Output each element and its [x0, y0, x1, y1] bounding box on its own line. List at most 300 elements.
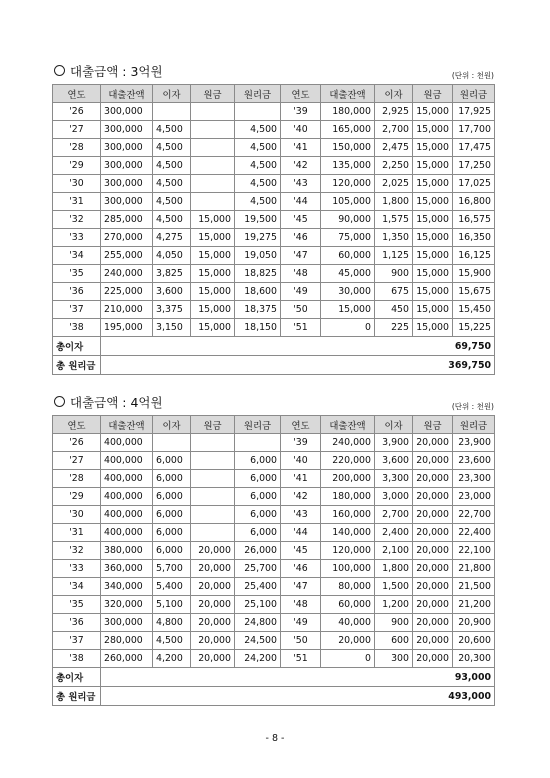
table-cell: '38 — [53, 319, 101, 337]
table-cell: 6,000 — [235, 506, 281, 524]
table-cell: 16,800 — [453, 193, 495, 211]
table-cell: 19,050 — [235, 247, 281, 265]
table-cell: 26,000 — [235, 542, 281, 560]
unit-label: (단위 : 천원) — [451, 402, 494, 411]
table-cell: 15,000 — [413, 157, 453, 175]
table-cell: 1,200 — [375, 596, 413, 614]
table-cell: 15,000 — [413, 265, 453, 283]
table-cell: 195,000 — [101, 319, 153, 337]
table-cell: 4,500 — [235, 175, 281, 193]
table-cell: 4,500 — [235, 139, 281, 157]
table-cell: 4,500 — [153, 139, 191, 157]
table-cell: 400,000 — [101, 524, 153, 542]
table-cell: 20,000 — [191, 542, 235, 560]
table-cell: 20,000 — [191, 578, 235, 596]
table-cell: 17,925 — [453, 103, 495, 121]
table-cell: '39 — [281, 103, 321, 121]
table-cell: '50 — [281, 301, 321, 319]
column-header: 연도 — [53, 85, 101, 103]
table-row — [53, 632, 495, 650]
loan-section-2 — [52, 393, 494, 706]
table-cell: 3,375 — [153, 301, 191, 319]
table-cell — [191, 121, 235, 139]
column-header: 연도 — [53, 416, 101, 434]
table-cell: '48 — [281, 265, 321, 283]
table-cell: 60,000 — [321, 596, 375, 614]
total-interest-row — [53, 668, 495, 687]
table-cell: 18,600 — [235, 283, 281, 301]
table-cell: 20,300 — [453, 650, 495, 668]
table-cell: 15,000 — [413, 319, 453, 337]
table-cell: 400,000 — [101, 488, 153, 506]
table-cell: 3,600 — [375, 452, 413, 470]
table-cell: '27 — [53, 452, 101, 470]
total-payment-row — [53, 356, 495, 375]
table-cell: '37 — [53, 301, 101, 319]
table-row — [53, 103, 495, 121]
table-cell: '35 — [53, 596, 101, 614]
table-cell: '30 — [53, 175, 101, 193]
table-cell: 400,000 — [101, 470, 153, 488]
table-cell: '44 — [281, 524, 321, 542]
table-cell — [191, 470, 235, 488]
table-cell: '31 — [53, 524, 101, 542]
table-row — [53, 470, 495, 488]
table-cell: 20,000 — [191, 632, 235, 650]
table-cell: 450 — [375, 301, 413, 319]
table-cell: 3,300 — [375, 470, 413, 488]
table-cell: 20,600 — [453, 632, 495, 650]
table-cell: 15,000 — [413, 175, 453, 193]
table-cell — [191, 103, 235, 121]
table-cell: 380,000 — [101, 542, 153, 560]
table-cell: '26 — [53, 434, 101, 452]
table-cell: 2,025 — [375, 175, 413, 193]
table-cell: 300,000 — [101, 121, 153, 139]
table-cell: 4,500 — [235, 157, 281, 175]
table-cell: '26 — [53, 103, 101, 121]
table-cell: '49 — [281, 283, 321, 301]
table-cell: 340,000 — [101, 578, 153, 596]
table-cell: 160,000 — [321, 506, 375, 524]
table-cell — [191, 452, 235, 470]
column-header: 이자 — [153, 416, 191, 434]
total-payment-value: 369,750 — [101, 356, 495, 375]
table-cell: 400,000 — [101, 506, 153, 524]
table-cell: 140,000 — [321, 524, 375, 542]
table-cell: 255,000 — [101, 247, 153, 265]
table-cell: 2,250 — [375, 157, 413, 175]
table-row — [53, 524, 495, 542]
table-cell: 1,500 — [375, 578, 413, 596]
table-header-row — [53, 416, 495, 434]
column-header: 원금 — [191, 416, 235, 434]
table-cell: '32 — [53, 542, 101, 560]
table-cell — [191, 434, 235, 452]
table-cell: '28 — [53, 139, 101, 157]
table-cell: '29 — [53, 488, 101, 506]
table-cell: 23,600 — [453, 452, 495, 470]
table-cell: 1,800 — [375, 560, 413, 578]
table-cell: 18,825 — [235, 265, 281, 283]
table-cell: 20,000 — [413, 470, 453, 488]
table-cell: 180,000 — [321, 488, 375, 506]
table-cell: '28 — [53, 470, 101, 488]
table-row — [53, 542, 495, 560]
column-header: 원리금 — [453, 416, 495, 434]
total-payment-label: 총 원리금 — [53, 356, 101, 375]
page-number: - 8 - — [265, 733, 285, 744]
table-row — [53, 283, 495, 301]
table-cell: 5,100 — [153, 596, 191, 614]
table-cell: 20,000 — [321, 632, 375, 650]
table-cell: 3,900 — [375, 434, 413, 452]
table-cell: 90,000 — [321, 211, 375, 229]
table-cell: 23,000 — [453, 488, 495, 506]
section-title: 대출금액 : 3억원 — [54, 62, 163, 80]
table-cell: 40,000 — [321, 614, 375, 632]
table-cell: '40 — [281, 121, 321, 139]
table-cell — [153, 434, 191, 452]
table-cell: 6,000 — [153, 470, 191, 488]
table-cell: 300,000 — [101, 139, 153, 157]
table-cell: '48 — [281, 596, 321, 614]
table-row — [53, 139, 495, 157]
table-cell: 320,000 — [101, 596, 153, 614]
table-cell: '38 — [53, 650, 101, 668]
table-cell: 300,000 — [101, 157, 153, 175]
table-cell: 20,000 — [413, 488, 453, 506]
column-header: 이자 — [375, 416, 413, 434]
table-row — [53, 578, 495, 596]
table-cell: 20,000 — [413, 632, 453, 650]
table-cell: 6,000 — [235, 470, 281, 488]
table-cell: 3,600 — [153, 283, 191, 301]
table-cell: 15,900 — [453, 265, 495, 283]
table-cell: 260,000 — [101, 650, 153, 668]
table-cell: 20,000 — [413, 578, 453, 596]
table-cell: 20,000 — [413, 650, 453, 668]
unit-label: (단위 : 천원) — [451, 71, 494, 80]
table-cell: 20,000 — [413, 542, 453, 560]
table-cell: '43 — [281, 506, 321, 524]
column-header: 이자 — [375, 85, 413, 103]
table-cell: 3,150 — [153, 319, 191, 337]
table-cell: 15,000 — [191, 283, 235, 301]
table-cell: 6,000 — [153, 524, 191, 542]
table-cell: 180,000 — [321, 103, 375, 121]
table-cell: 15,000 — [413, 301, 453, 319]
table-cell: '41 — [281, 470, 321, 488]
column-header: 대출잔액 — [321, 416, 375, 434]
table-cell: 100,000 — [321, 560, 375, 578]
table-cell: 400,000 — [101, 434, 153, 452]
table-cell: 300,000 — [101, 175, 153, 193]
table-cell: 20,000 — [413, 434, 453, 452]
table-cell: '33 — [53, 229, 101, 247]
table-cell: 270,000 — [101, 229, 153, 247]
table-cell: 3,000 — [375, 488, 413, 506]
table-cell: 18,150 — [235, 319, 281, 337]
table-cell: 16,350 — [453, 229, 495, 247]
table-cell: 80,000 — [321, 578, 375, 596]
total-payment-label: 총 원리금 — [53, 687, 101, 706]
table-cell: 19,275 — [235, 229, 281, 247]
table-cell: '51 — [281, 650, 321, 668]
table-cell: '46 — [281, 560, 321, 578]
table-cell: 18,375 — [235, 301, 281, 319]
table-cell: 4,500 — [153, 632, 191, 650]
table-cell: 15,000 — [191, 265, 235, 283]
column-header: 원리금 — [453, 85, 495, 103]
table-cell: 21,800 — [453, 560, 495, 578]
table-cell: 4,500 — [235, 193, 281, 211]
table-cell: 19,500 — [235, 211, 281, 229]
table-row — [53, 247, 495, 265]
table-cell: 15,000 — [413, 103, 453, 121]
table-cell: '34 — [53, 578, 101, 596]
table-cell: 75,000 — [321, 229, 375, 247]
table-cell: 6,000 — [153, 488, 191, 506]
table-row — [53, 319, 495, 337]
table-cell: 300,000 — [101, 103, 153, 121]
total-payment-value: 493,000 — [101, 687, 495, 706]
table-cell: 15,000 — [413, 193, 453, 211]
table-cell: '42 — [281, 157, 321, 175]
table-row — [53, 229, 495, 247]
table-cell: 17,700 — [453, 121, 495, 139]
table-cell: '36 — [53, 283, 101, 301]
total-payment-row — [53, 687, 495, 706]
table-cell: 0 — [321, 319, 375, 337]
table-cell: 165,000 — [321, 121, 375, 139]
table-cell — [191, 157, 235, 175]
total-interest-label: 총이자 — [53, 337, 101, 356]
table-cell: 17,250 — [453, 157, 495, 175]
table-cell: '50 — [281, 632, 321, 650]
table-cell: 120,000 — [321, 175, 375, 193]
table-cell: 6,000 — [153, 506, 191, 524]
table-cell: 3,825 — [153, 265, 191, 283]
table-cell: 15,000 — [321, 301, 375, 319]
table-cell: 400,000 — [101, 452, 153, 470]
table-cell: 15,000 — [413, 247, 453, 265]
table-cell: 6,000 — [153, 542, 191, 560]
table-cell: '45 — [281, 211, 321, 229]
table-cell: 4,800 — [153, 614, 191, 632]
table-row — [53, 301, 495, 319]
table-cell: 240,000 — [101, 265, 153, 283]
table-cell: '36 — [53, 614, 101, 632]
table-cell: '31 — [53, 193, 101, 211]
table-cell: 20,000 — [413, 614, 453, 632]
table-cell: 4,500 — [153, 121, 191, 139]
table-cell: 15,000 — [191, 211, 235, 229]
table-cell: 15,000 — [413, 229, 453, 247]
table-cell — [191, 193, 235, 211]
table-cell: 25,100 — [235, 596, 281, 614]
table-cell: 22,700 — [453, 506, 495, 524]
table-cell: 20,000 — [413, 596, 453, 614]
table-cell: 4,500 — [153, 193, 191, 211]
table-cell: 2,700 — [375, 121, 413, 139]
table-cell: '46 — [281, 229, 321, 247]
circle-bullet-icon — [54, 396, 65, 407]
section-header — [52, 393, 494, 415]
table-cell: 15,000 — [191, 229, 235, 247]
table-cell: 17,475 — [453, 139, 495, 157]
table-row — [53, 265, 495, 283]
table-cell: 15,000 — [413, 139, 453, 157]
table-cell: '43 — [281, 175, 321, 193]
table-cell: 4,200 — [153, 650, 191, 668]
column-header: 원금 — [191, 85, 235, 103]
table-cell: 20,000 — [413, 560, 453, 578]
table-cell: 20,000 — [413, 506, 453, 524]
column-header: 원금 — [413, 85, 453, 103]
table-row — [53, 560, 495, 578]
table-cell: '47 — [281, 247, 321, 265]
table-cell: 4,500 — [153, 175, 191, 193]
table-cell: 21,200 — [453, 596, 495, 614]
table-cell: 22,100 — [453, 542, 495, 560]
table-cell: 1,350 — [375, 229, 413, 247]
table-cell: 300 — [375, 650, 413, 668]
table-cell: '40 — [281, 452, 321, 470]
table-cell: 2,100 — [375, 542, 413, 560]
circle-bullet-icon — [54, 65, 65, 76]
table-cell — [153, 103, 191, 121]
table-cell: '42 — [281, 488, 321, 506]
table-cell: '37 — [53, 632, 101, 650]
column-header: 원리금 — [235, 85, 281, 103]
total-interest-value: 69,750 — [101, 337, 495, 356]
table-cell: 23,300 — [453, 470, 495, 488]
table-cell: 20,000 — [191, 650, 235, 668]
total-interest-label: 총이자 — [53, 668, 101, 687]
table-cell: 15,675 — [453, 283, 495, 301]
table-cell — [191, 524, 235, 542]
column-header: 원금 — [413, 416, 453, 434]
table-cell: 225,000 — [101, 283, 153, 301]
table-cell: 15,000 — [413, 121, 453, 139]
column-header: 연도 — [281, 416, 321, 434]
table-cell: 4,050 — [153, 247, 191, 265]
table-cell: '34 — [53, 247, 101, 265]
table-row — [53, 121, 495, 139]
table-cell: 900 — [375, 265, 413, 283]
table-cell: 45,000 — [321, 265, 375, 283]
table-cell: 210,000 — [101, 301, 153, 319]
table-cell: '45 — [281, 542, 321, 560]
table-cell: 120,000 — [321, 542, 375, 560]
column-header: 연도 — [281, 85, 321, 103]
table-cell: 0 — [321, 650, 375, 668]
table-row — [53, 614, 495, 632]
repayment-table — [52, 84, 495, 375]
table-cell: '49 — [281, 614, 321, 632]
table-cell: '44 — [281, 193, 321, 211]
table-cell: 6,000 — [235, 524, 281, 542]
table-cell: 300,000 — [101, 193, 153, 211]
column-header: 대출잔액 — [321, 85, 375, 103]
table-cell — [235, 434, 281, 452]
table-cell: 25,400 — [235, 578, 281, 596]
table-cell: 24,800 — [235, 614, 281, 632]
table-cell: 15,000 — [191, 301, 235, 319]
table-header-row — [53, 85, 495, 103]
table-cell: 600 — [375, 632, 413, 650]
table-cell — [191, 139, 235, 157]
table-cell: 20,000 — [191, 614, 235, 632]
table-cell: 15,000 — [191, 319, 235, 337]
table-row — [53, 650, 495, 668]
table-cell: '51 — [281, 319, 321, 337]
column-header: 원리금 — [235, 416, 281, 434]
table-cell — [235, 103, 281, 121]
table-cell: 285,000 — [101, 211, 153, 229]
table-cell — [191, 488, 235, 506]
table-cell: 20,000 — [191, 560, 235, 578]
table-cell: 150,000 — [321, 139, 375, 157]
table-cell: 30,000 — [321, 283, 375, 301]
table-cell: 5,700 — [153, 560, 191, 578]
table-cell: 15,450 — [453, 301, 495, 319]
table-cell: 15,225 — [453, 319, 495, 337]
table-row — [53, 488, 495, 506]
table-cell: '27 — [53, 121, 101, 139]
column-header: 대출잔액 — [101, 85, 153, 103]
loan-section-1 — [52, 62, 494, 375]
table-cell: 20,000 — [191, 596, 235, 614]
table-row — [53, 434, 495, 452]
section-title: 대출금액 : 4억원 — [54, 393, 163, 411]
table-row — [53, 175, 495, 193]
table-cell: 280,000 — [101, 632, 153, 650]
table-cell: 22,400 — [453, 524, 495, 542]
table-cell: 23,900 — [453, 434, 495, 452]
table-cell: 21,500 — [453, 578, 495, 596]
table-cell: 20,900 — [453, 614, 495, 632]
section-header — [52, 62, 494, 84]
total-interest-row — [53, 337, 495, 356]
table-cell: 1,125 — [375, 247, 413, 265]
table-cell: 16,575 — [453, 211, 495, 229]
table-cell: 4,500 — [153, 157, 191, 175]
column-header: 대출잔액 — [101, 416, 153, 434]
table-cell: 5,400 — [153, 578, 191, 596]
repayment-table — [52, 415, 495, 706]
table-cell: 360,000 — [101, 560, 153, 578]
table-cell: '30 — [53, 506, 101, 524]
table-cell: 1,575 — [375, 211, 413, 229]
table-row — [53, 506, 495, 524]
table-row — [53, 211, 495, 229]
table-cell: 200,000 — [321, 470, 375, 488]
table-cell: 2,925 — [375, 103, 413, 121]
table-cell: 4,500 — [153, 211, 191, 229]
table-cell: 20,000 — [413, 452, 453, 470]
table-cell: '35 — [53, 265, 101, 283]
table-cell: 300,000 — [101, 614, 153, 632]
table-row — [53, 452, 495, 470]
table-cell: '39 — [281, 434, 321, 452]
table-cell: 20,000 — [413, 524, 453, 542]
column-header: 이자 — [153, 85, 191, 103]
table-cell: 220,000 — [321, 452, 375, 470]
table-cell: 6,000 — [153, 452, 191, 470]
table-cell: 2,400 — [375, 524, 413, 542]
